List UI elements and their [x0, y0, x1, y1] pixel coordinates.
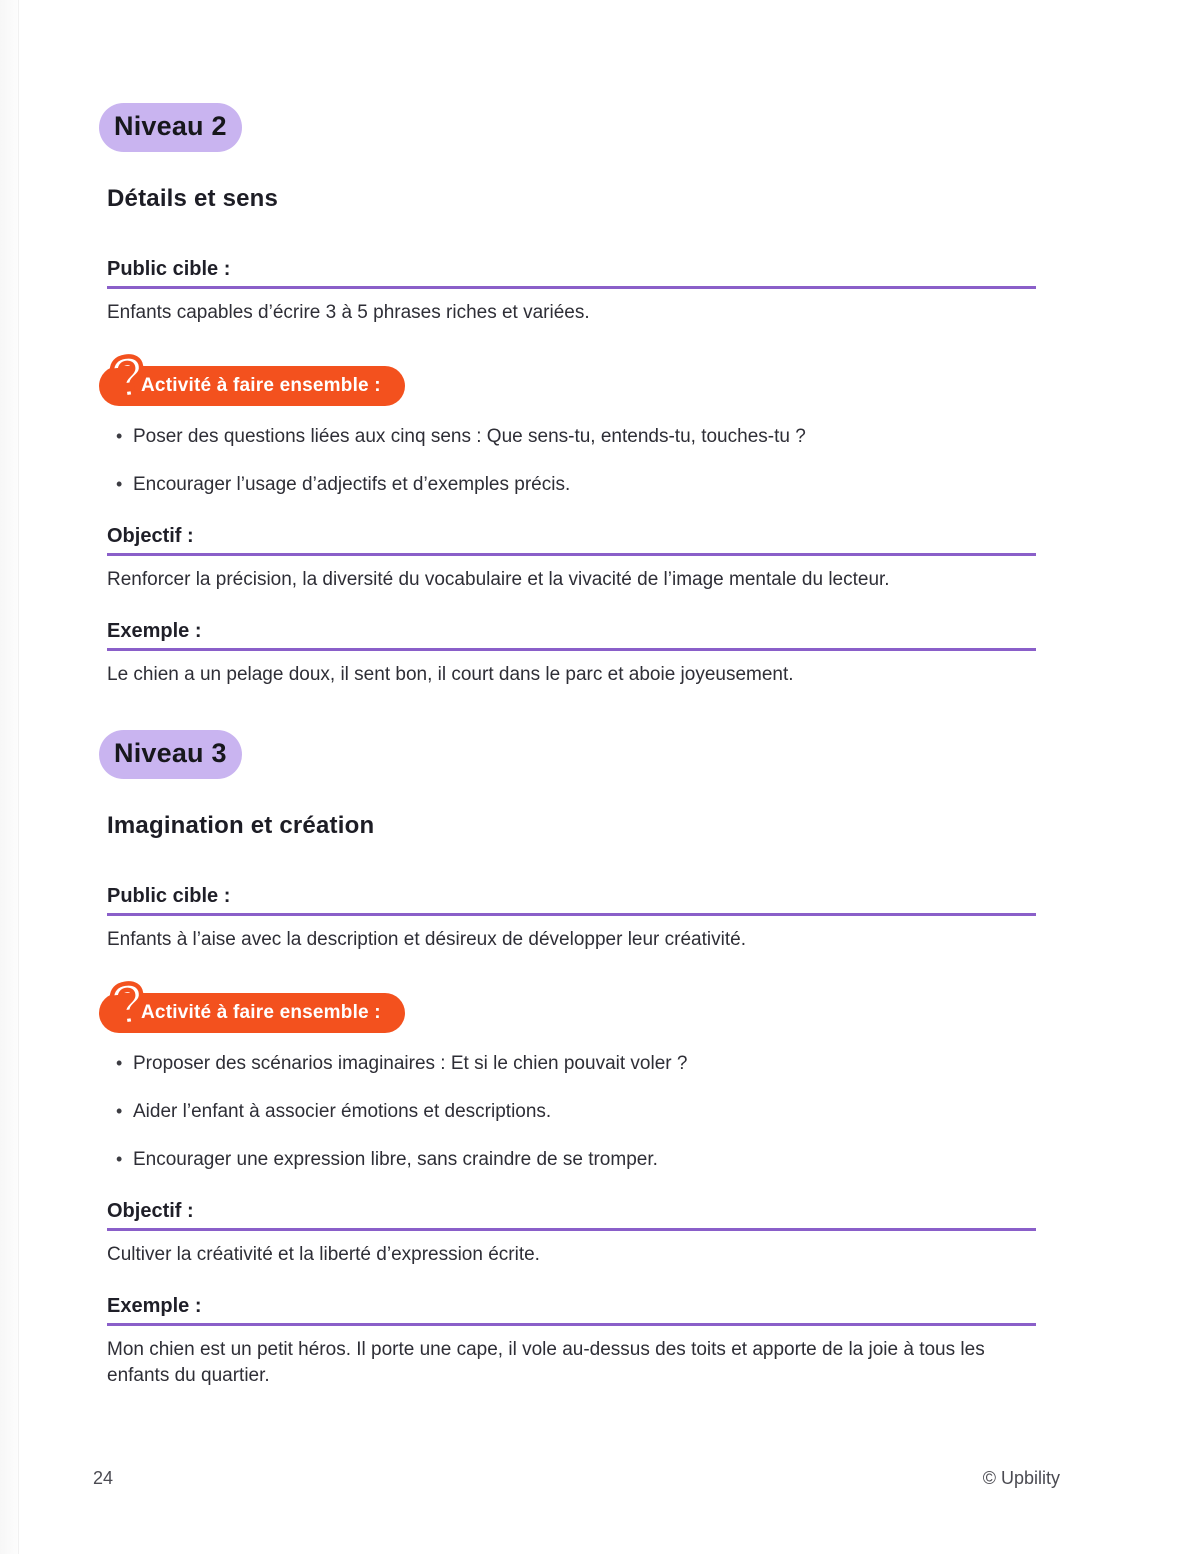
bullet-item: • Encourager une expression libre, sans craindre de se tromper. [107, 1147, 1036, 1173]
public-cible-text: Enfants à l’aise avec la description et désireux de développer leur créativité. [107, 928, 746, 950]
activity-badge-label: Activité à faire ensemble : [141, 1001, 381, 1023]
bullet-item: • Encourager l’usage d’adjectifs et d’exemples précis. [107, 472, 1036, 498]
level-badge: Niveau 2 [99, 103, 242, 152]
section-niveau-3 [107, 730, 1036, 1389]
level-badge-row [107, 730, 1036, 779]
field-label-exemple: Exemple : [107, 1294, 1036, 1326]
exemple-text: Le chien a un pelage doux, il sent bon, il court dans le parc et aboie joyeusement. [107, 663, 794, 685]
field-label-public-cible: Public cible : [107, 257, 1036, 289]
section-title: Détails et sens [107, 185, 279, 213]
level-badge-row [107, 103, 1036, 152]
page-number: 24 [93, 1468, 114, 1488]
activity-badge [99, 342, 405, 412]
bullet-item: • Aider l’enfant à associer émotions et descriptions. [107, 1099, 1036, 1125]
bullet-item: • Proposer des scénarios imaginaires : Et si le chien pouvait voler ? [107, 1051, 1036, 1077]
section-niveau-2 [107, 103, 1036, 688]
section-title: Imagination et création [107, 811, 375, 839]
activity-badge-label: Activité à faire ensemble : [141, 374, 381, 396]
objectif-text: Cultiver la créativité et la liberté d’expression écrite. [107, 1243, 540, 1265]
field-label-objectif: Objectif : [107, 524, 1036, 556]
copyright: © Upbility [982, 1468, 1060, 1488]
level-badge: Niveau 3 [99, 730, 242, 779]
activity-badge [99, 969, 405, 1039]
activity-bullet-list [107, 1051, 1036, 1173]
field-label-public-cible: Public cible : [107, 884, 1036, 916]
field-label-exemple: Exemple : [107, 619, 1036, 651]
bullet-item: • Poser des questions liées aux cinq sens : Que sens-tu, entends-tu, touches-tu ? [107, 424, 1036, 450]
svg-text:?: ? [106, 342, 151, 412]
page-footer [93, 1468, 1060, 1489]
activity-bullet-list [107, 424, 1036, 498]
exemple-text: Mon chien est un petit héros. Il porte une cape, il vole au-dessus des toits et apporte de la joie à tous les enfants du quartier. [107, 1338, 985, 1386]
field-label-objectif: Objectif : [107, 1199, 1036, 1231]
svg-text:?: ? [106, 969, 151, 1039]
public-cible-text: Enfants capables d’écrire 3 à 5 phrases riches et variées. [107, 301, 590, 323]
objectif-text: Renforcer la précision, la diversité du vocabulaire et la vivacité de l’image mentale du lecteur. [107, 568, 890, 590]
